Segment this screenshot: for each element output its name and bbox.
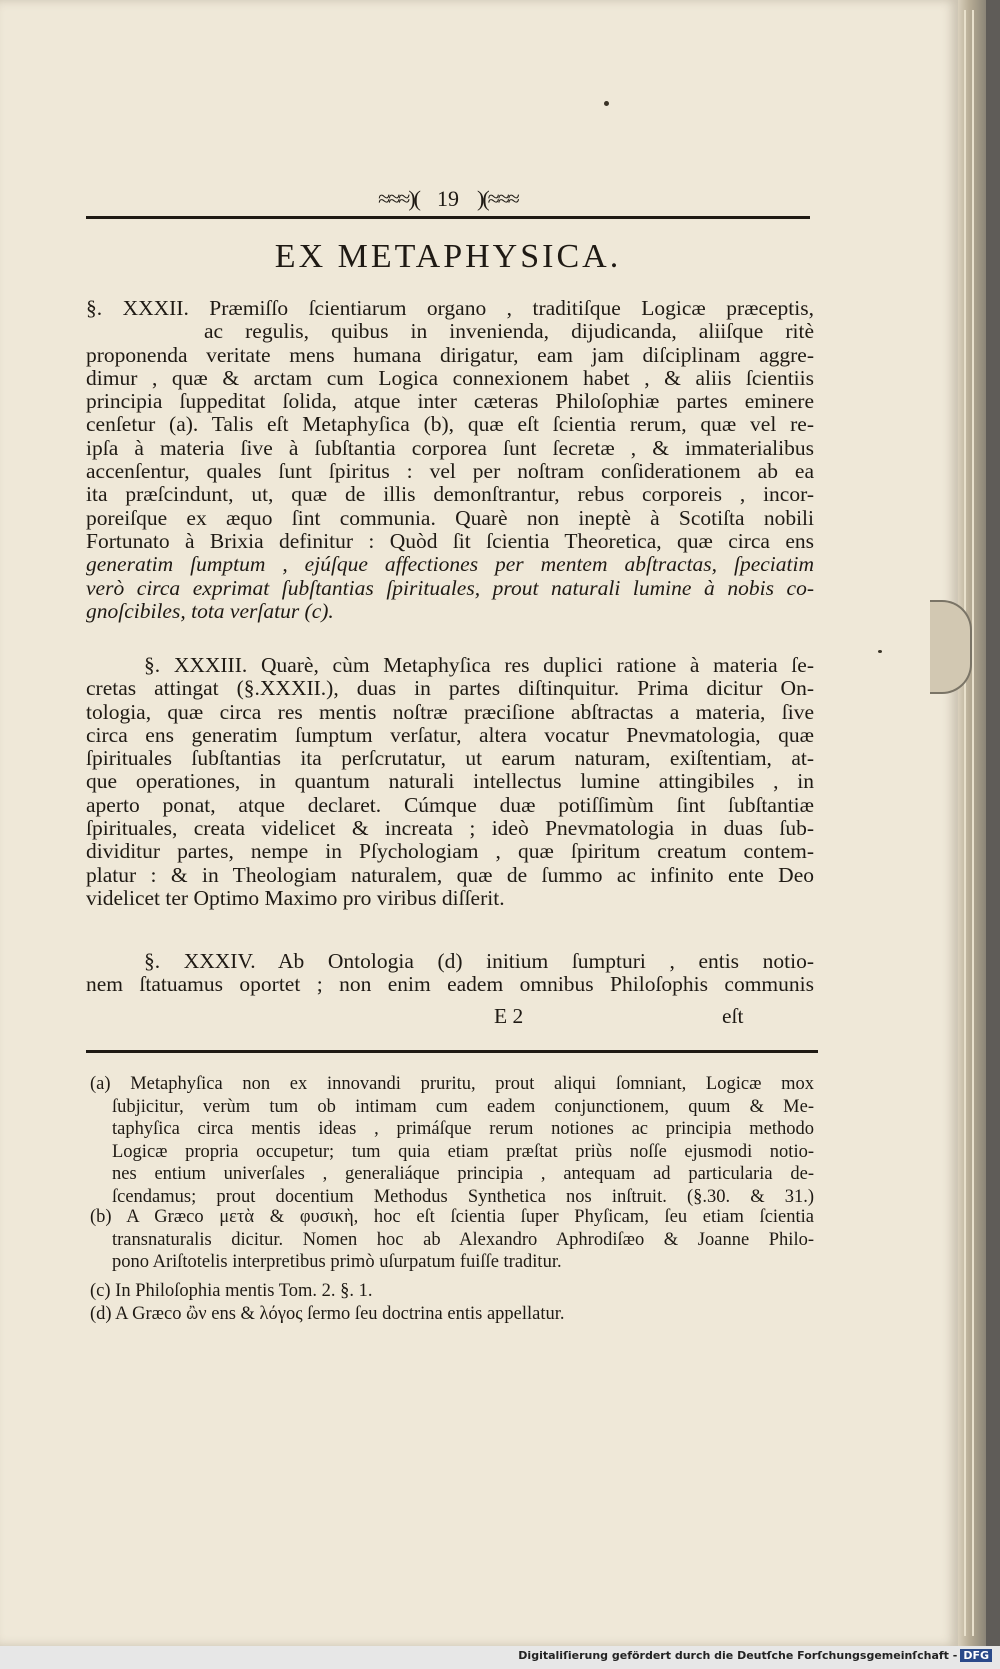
text-line: §. XXXII. Præmiſſo ſcientiarum organo , traditiſque Logicæ præceptis, — [86, 296, 814, 320]
text-line: tologia, quæ circa res mentis noſtræ præciſione abſtractas a materia, ſive — [86, 699, 814, 724]
running-header — [86, 186, 810, 212]
footnote-a — [90, 1073, 814, 1208]
paragraph-32 — [86, 297, 814, 623]
text-line: dimur , quæ & arctam cum Logica connexionem habet , & aliis ſcientiis — [86, 365, 814, 390]
page-edge-strip — [964, 10, 966, 1636]
text-line: platur : & in Theologiam naturalem, quæ de ſummo ac infinito ente Deo — [86, 862, 814, 887]
text-line: ſpirituales, creata videlicet & increata ; ideò Pnevmatologia in duas ſub- — [86, 816, 814, 841]
header-ornament-left: ≈≈≈)( — [378, 186, 419, 211]
footnote-line: ſubjicitur, verùm tum ob intimam cum eadem conjunctionem, quum & Me- — [112, 1096, 814, 1117]
text-line: ita præſcindunt, ut, quæ de illis demonſtrantur, rebus corporeis , incor- — [86, 482, 814, 507]
footnote-line: (d) A Græco ὢν ens & λόγος ſermo ſeu doctrina entis appellatur. — [90, 1304, 565, 1324]
bookmark-tab — [930, 600, 972, 694]
ink-speck — [878, 650, 882, 653]
page-edge-strip — [972, 10, 974, 1636]
catchword: eſt — [722, 1004, 744, 1028]
section-title: EX METAPHYSICA. — [274, 238, 622, 275]
text-line: §. XXXIV. Ab Ontologia (d) initium ſumpturi , entis notio- — [144, 949, 814, 973]
text-line: principia ſuppeditat ſolida, atque inter cæteras Philoſophiæ partes eminere — [86, 389, 814, 414]
text-line: ipſa à materia ſive à ſubſtantia corporea ſunt ſecretæ , & immaterialibus — [86, 435, 814, 460]
footnote-line: (b) A Græco μετὰ & φυσικὴ, hoc eſt ſcientia ſuper Phyſicam, ſeu etiam ſcientia — [90, 1207, 814, 1227]
text-line: §. XXXIII. Quarè, cùm Metaphyſica res duplici ratione à materia ſe- — [144, 653, 814, 677]
text-line: nem ſtatuamus oportet ; non enim eadem omnibus Philoſophis communis — [86, 972, 814, 997]
text-line: accenſentur, quales ſunt ſpiritus : vel per noſtram conſiderationem ab ea — [86, 459, 814, 484]
footnote-line: (c) In Philoſophia mentis Tom. 2. §. 1. — [90, 1281, 373, 1301]
text-line: proponenda veritate mens humana dirigatur, eam jam diſciplinam aggre- — [86, 342, 814, 367]
text-line: cenſetur (a). Talis eſt Metaphyſica (b), quæ eſt ſcientia rerum, quæ vel re- — [86, 412, 814, 437]
text-line: ac regulis, quibus in invenienda, dijudicanda, aliiſque ritè — [204, 319, 814, 344]
text-line: que operationes, in quantum naturali intellectus lumine attingibiles , in — [86, 769, 814, 794]
text-line: dividitur partes, nempe in Pſychologiam , quæ ſpiritum creatum contem- — [86, 839, 814, 864]
footnote-d — [90, 1303, 814, 1326]
text-line: videlicet ter Optimo Maximo pro viribus diſſerit. — [86, 885, 505, 910]
footnote-b — [90, 1206, 814, 1274]
digitization-footer — [0, 1646, 1000, 1669]
text-line: verò circa exprimat ſubſtantias ſpirituales, prout naturali lumine à nobis co- — [86, 575, 814, 600]
footnote-rule — [86, 1050, 818, 1053]
page-edge — [958, 0, 986, 1646]
text-line: Fortunato à Brixia definitur : Quòd ſit ſcientia Theoretica, quæ circa ens — [86, 528, 814, 553]
text-line: cretas attingat (§.XXXII.), duas in partes diſtinquitur. Prima dicitur On- — [86, 676, 814, 701]
signature-mark: E 2 — [494, 1004, 524, 1028]
header-ornament-right: )(≈≈≈ — [477, 186, 518, 211]
footnote-line: transnaturalis dicitur. Nomen hoc ab Alexandro Aphrodiſæo & Joanne Philo- — [112, 1229, 814, 1250]
footer-credit — [518, 1649, 992, 1662]
footnote-line: ſcendamus; prout docentium Methodus Synthetica nos inſtruit. (§.30. & 31.) — [112, 1186, 814, 1207]
footnote-c — [90, 1280, 814, 1303]
text-line: circa ens generatim ſumptum verſatur, altera vocatur Pnevmatologia, quæ — [86, 722, 814, 747]
footer-credit-text: Digitaliſierung gefördert durch die Deutſche Forſchungsgemeinſchaft - — [518, 1649, 958, 1662]
text-line: gnoſcibiles, tota verſatur (c). — [86, 598, 334, 623]
text-line: aperto ponat, atque declaret. Cúmque duæ potiſſimùm ſint ſubſtantiæ — [86, 792, 814, 817]
footnote-line: Logicæ propria occupetur; tum quia etiam præſtat priùs noſſe ejusmodi notio- — [112, 1141, 814, 1162]
footnote-line: pono Ariſtotelis interpretibus primò uſurpatum fuiſſe traditur. — [112, 1252, 562, 1272]
header-rule — [86, 216, 810, 219]
paragraph-33 — [86, 654, 814, 910]
footnote-line: (a) Metaphyſica non ex innovandi pruritu, prout aliqui ſomniant, Logicæ mox — [90, 1074, 814, 1094]
paragraph-34 — [86, 950, 814, 997]
footnote-line: nes entium univerſales , generaliáque principia , antequam ad particularia de- — [112, 1164, 814, 1184]
text-line: poreiſque ex æquo ſint communia. Quarè non ineptè à Scotiſta nobili — [86, 505, 814, 530]
text-line: ſpirituales ſubſtantias ita perſcrutatur, ut earum naturam, exiſtentiam, at- — [86, 746, 814, 771]
ink-speck — [604, 101, 609, 106]
page-number: 19 — [437, 186, 459, 211]
text-line: generatim ſumptum , ejúſque affectiones per mentem abſtractas, ſpeciatim — [86, 552, 814, 577]
footnote-line: taphyſica circa mentis ideas , primáſque rerum notiones ac principia methodo — [112, 1119, 814, 1139]
dfg-logo[interactable]: DFG — [960, 1649, 992, 1662]
